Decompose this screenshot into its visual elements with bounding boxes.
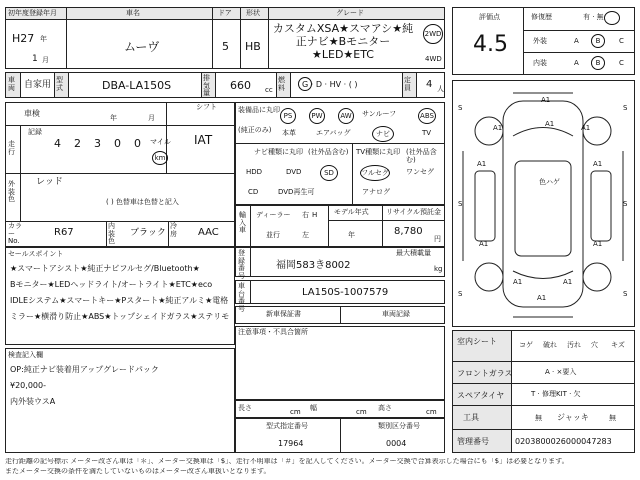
capacity: 4 [426,79,433,90]
side-mark: S [458,200,463,208]
odometer-block [5,102,235,247]
inspection-label: 検査記入欄 [8,351,43,359]
car-outline [453,81,634,326]
type-designation: 17964 [278,439,304,448]
grade-text: カスタムXSA★スマアシ★純正ナビ★Bモニター★LED★ETC [272,22,414,61]
reg-label: 登録番号 [238,249,245,281]
damage-a1: A1 [493,124,503,132]
ext-grade-a: A [574,37,579,45]
class-number: 0004 [386,439,407,448]
import-left: 左 [302,231,309,239]
tv-analog: アナログ [362,188,390,196]
class-label: 類別区分番号 [378,422,420,430]
tv-title: TV種類に丸印 [356,148,401,156]
sales-line: IDLEシステム★スマートキー★Pスタート★純正アルミ★電格 [10,296,229,305]
color-code-label: カラー No. [8,222,22,246]
height-unit: cm [426,408,437,416]
shaken-label: 車検 [24,109,40,118]
repair-label: 修復歴 [531,13,552,21]
equip-ps: PS [280,108,296,124]
chassis-label: 車台番号 [238,282,245,314]
cc-unit: cc [265,86,273,94]
equipment-block [235,102,445,205]
color-code: R67 [54,227,74,238]
max-load [235,247,445,281]
tv-note: (社外品含む) [406,148,437,164]
shape-label: 形状 [246,9,260,17]
capacity-label: 定員 [404,76,411,92]
sales-line: ★スマートアシスト★純正ナビフルセグ/Bluetooth★ [10,264,200,273]
side-mark: S [458,104,463,112]
damage-a1: A1 [479,240,489,248]
import-dealer: ディーラー [256,211,291,219]
displacement-label: 排気量 [203,74,210,98]
jack-value: 無 [609,414,616,422]
history-row [235,306,445,324]
navi-dvd: DVD [286,168,302,176]
width-unit: cm [356,408,367,416]
header-table [5,7,445,69]
interior-label: 室内シート [457,337,497,346]
interior-opt: 汚れ [567,341,581,349]
sales-label: セールスポイント [8,250,64,258]
footer-line: 走行距離の記号標示 メーター改ざん車は「＊」、メーター交換車は「$」、走行不明車は「＃」を記入してください。メーター交換で合算表示した場合にも「$」は必要となります。 [5,458,569,465]
footer-line: またメーター交換の条件を満たしていないものはメーター改ざん車扱いとなります。 [5,468,271,475]
grade-label: グレード [336,9,364,17]
glass-label: フロントガラス [457,369,513,378]
length-unit: cm [290,408,301,416]
run-label: 走行 [8,140,15,156]
mgmt-label: 管理番号 [457,437,489,446]
interior-opt: キズ [611,341,625,349]
inspection-line: OP:純正ナビ装着用アップグレードパック [10,365,159,374]
int-color-label: 内装色 [108,222,115,246]
damage-a1: A1 [581,124,591,132]
mgmt-number: 0203800026000047283 [515,437,612,446]
km-circle: km [152,151,168,165]
odo-digit: 0 [114,137,121,150]
notes-label: 注意事項・不具合箇所 [238,328,308,336]
glass-value: A · ×要入 [545,368,577,376]
drive-2wd: 2WD [423,24,443,44]
recycle-unit: 円 [434,235,441,243]
side-mark: S [623,104,628,112]
door-label: ドア [218,9,232,17]
equip-abs: ABS [418,108,436,124]
shift-label: シフト [196,103,217,111]
recycle-label: リサイクル預託金 [386,208,442,216]
score: 4.5 [473,32,508,57]
car-name-label: 車名 [126,9,140,17]
doors: 5 [222,40,229,53]
equip-airbag: エアバッグ [316,129,351,137]
side-mark: S [623,290,628,298]
repair-opts: 有 · 無 [583,13,604,21]
equipment-subtitle: (純正のみ) [238,126,272,134]
odo-digit: 4 [54,137,61,150]
odometer-digits [54,137,154,157]
damage-a1: A1 [541,96,551,104]
damage-a1: A1 [477,160,487,168]
damage-a1: A1 [593,160,603,168]
import-block [235,205,445,247]
max-load-unit: kg [434,265,443,273]
int-grade-c: C [619,59,624,67]
import-label: 輸入車 [239,211,246,235]
tv-fullseg: フルセグ [360,165,390,181]
ext-grade-label: 外装 [533,37,547,45]
navi-hdd: HDD [246,168,263,176]
shaken-month: 月 [148,114,155,122]
model-code: DBA-LA150S [102,79,172,92]
sales-line: Bモニター★LEDヘッドライト/オートライト★ETC★eco [10,280,213,289]
equip-aw: AW [338,108,354,124]
tools-value: 無 [535,414,542,422]
model-label: 型式 [56,76,63,92]
color-note: ( ) 色替車は色替と記入 [106,198,179,206]
equip-tv: TV [422,129,432,137]
equip-sunroof: サンルーフ [362,110,397,118]
shape: HB [245,40,261,53]
int-grade-label: 内装 [533,59,547,67]
dims-row [235,400,445,418]
model-year-unit: 年 [348,231,355,239]
fuel-label: 燃料 [278,76,285,92]
vehicle-record: 車両記録 [382,310,410,318]
damage-a1: A1 [593,240,603,248]
month-unit: 月 [42,56,49,64]
spare-label: スペアタイヤ [457,391,505,400]
ac-value: AAC [198,227,219,238]
odo-digit: 3 [94,137,101,150]
height-label: 高さ [378,404,392,412]
model-year-label: モデル年式 [334,208,369,216]
damage-paint: 色ハゲ [539,178,560,186]
damage-a1: A1 [513,278,523,286]
mile-label: マイル [150,138,171,146]
inspection-line: ¥20,000- [10,381,46,390]
recycle-value: 8,780 [394,226,423,237]
import-hand: H [312,211,318,219]
import-right: 右 [302,211,309,219]
equip-navi: ナビ [372,126,394,142]
shift-value: IAT [194,133,213,147]
odo-digit: 0 [134,137,141,150]
navi-note: (社外品含む) [308,148,349,156]
fuel-options: G · D · HV · ( ) [302,80,358,89]
year-unit: 年 [40,35,47,43]
tools-label: 工具 [463,413,479,422]
length-label: 長さ [238,404,252,412]
person-unit: 人 [437,85,444,93]
displacement: 660 [230,79,251,92]
chassis-number: LA150S-1007579 [302,287,389,298]
ext-color-label: 外装色 [8,180,15,204]
score-label: 評価点 [479,13,500,21]
max-load-label: 最大積載量 [396,249,431,257]
damage-a1: A1 [563,278,573,286]
first-reg-month: 1 [32,54,38,64]
width-label: 幅 [310,404,317,412]
type-designation-label: 型式指定番号 [266,422,308,430]
interior-opt: コゲ [519,341,533,349]
use-type: 自家用 [24,80,52,90]
navi-dvd-play: DVD再生可 [278,188,315,196]
repair-circle [604,11,620,25]
reg-number: 福岡583き8002 [276,260,351,271]
navi-title: ナビ種類に丸印 [254,148,303,156]
import-parallel: 並行 [266,231,280,239]
tv-oneseg: ワンセグ [406,168,434,176]
int-grade-b: B [591,56,605,70]
car-name: ムーヴ [124,40,160,54]
drive-4wd: 4WD [425,55,442,63]
car-diagram [452,80,635,327]
int-color: ブラック [130,228,166,238]
inspection-notes [5,348,235,453]
interior-opt: 穴 [591,341,598,349]
equipment-title: 装備品に丸印 [238,106,280,114]
damage-a1: A1 [537,294,547,302]
side-mark: S [623,200,628,208]
ext-grade-b: B [591,34,605,48]
sales-line: ミラー★横滑り防止★ABS★トップシェイドガラス★ステリモ [10,312,230,321]
spare-value: T · 修理KIT · 欠 [531,390,581,398]
int-grade-a: A [574,59,579,67]
sales-points [5,247,235,345]
new-car-warranty: 新車保証書 [266,310,301,318]
designation-row [235,418,445,453]
first-reg-label: 初年度登録年月 [8,9,57,17]
navi-sd: SD [320,165,338,181]
inspection-line: 内外装ウスA [10,397,56,406]
ac-label: 冷房 [170,222,177,238]
notes-box [235,326,445,400]
jack-label: ジャッキ [557,413,589,422]
equip-pw: PW [309,108,325,124]
interior-opt: 破れ [543,341,557,349]
equip-leather: 本革 [282,129,296,137]
side-mark: S [458,290,463,298]
ext-grade-c: C [619,37,624,45]
navi-cd: CD [248,188,259,196]
shaken-year: 年 [110,114,117,122]
odo-digit: 2 [74,137,81,150]
damage-a1: A1 [545,120,555,128]
plate-label: 車両 [8,76,15,92]
kiroku-label: 記録 [28,128,42,136]
condition-table [452,330,635,453]
first-reg-era: H27 [12,32,35,45]
ext-color: レッド [36,177,63,187]
model-row [5,72,445,98]
rating-block [452,7,635,75]
